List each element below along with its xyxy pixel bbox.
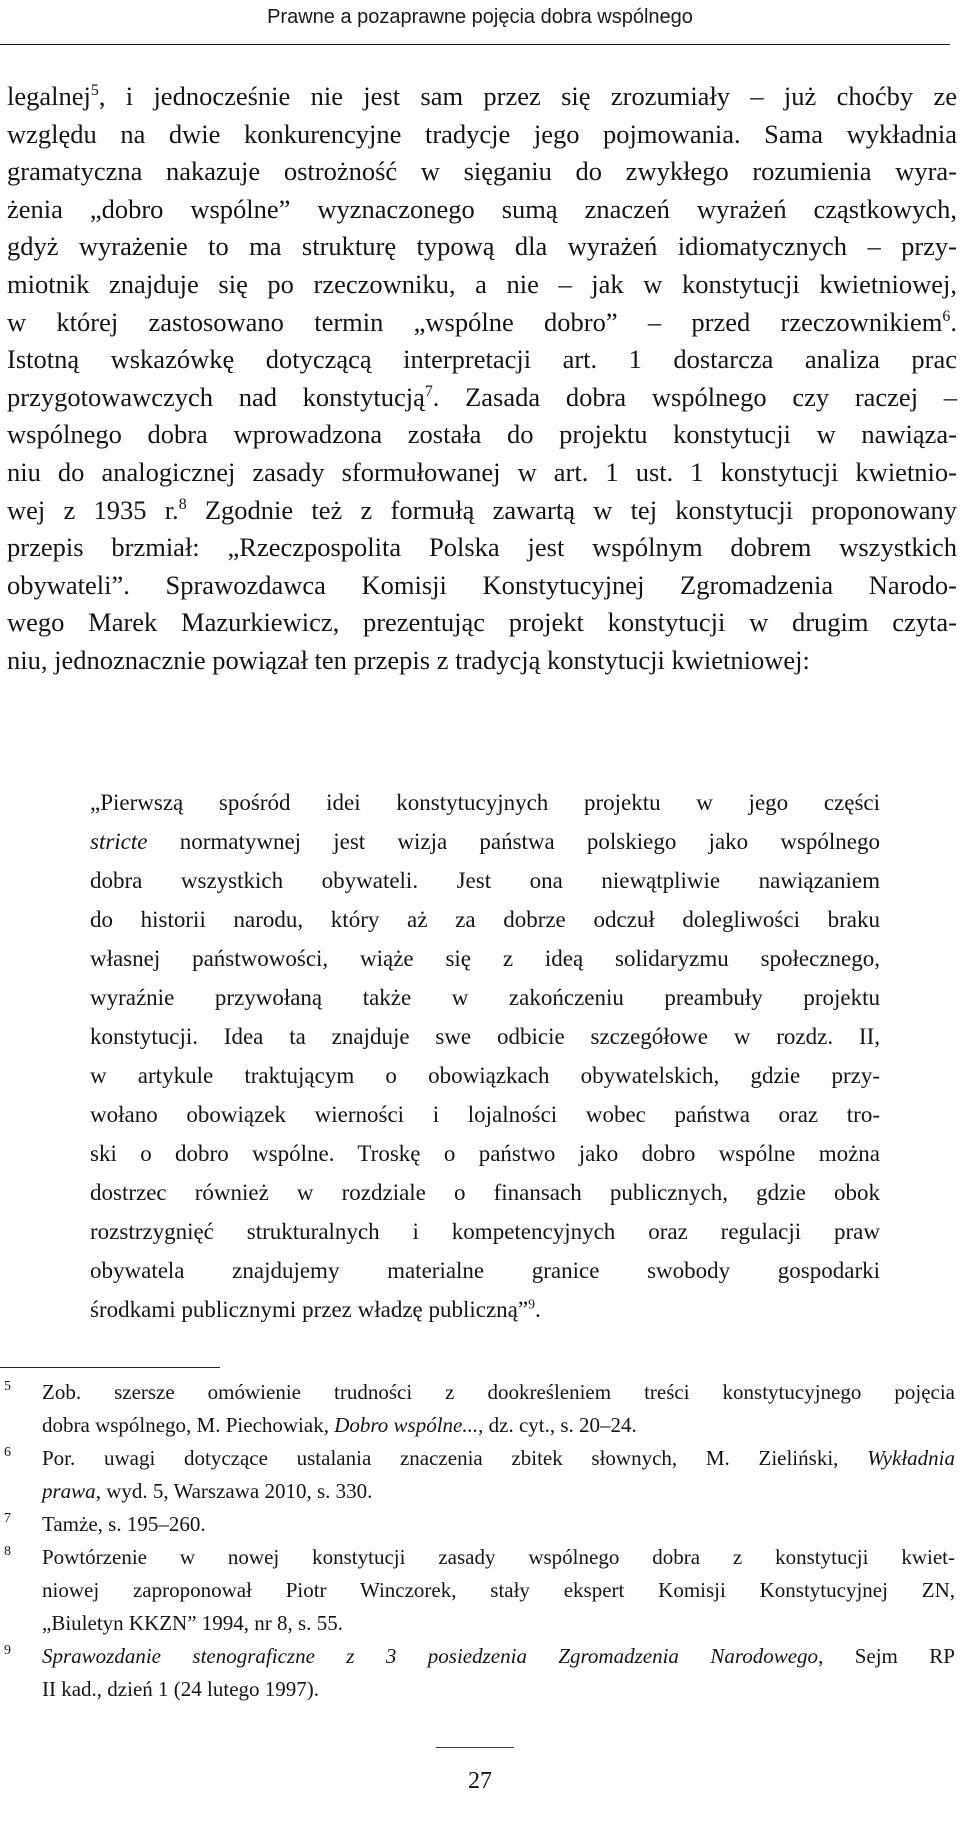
body-line: wspólnego dobra wprowadzona została do projektu konstytucji w nawiąza- [7,419,957,450]
footnote-line: II kad., dzień 1 (24 lutego 1997). [42,1677,320,1701]
body-line: względu na dwie konkurencyjne tradycje jego pojmowania. Sama wykładnia [7,118,957,149]
footnote-number: 9 [4,1643,11,1658]
body-line: niu do analogicznej zasady sformułowanej w art. 1 ust. 1 konstytucji kwietnio- [7,456,957,487]
quote-line: dostrzec również w rozdziale o finansach publicznych, gdzie obok [90,1180,880,1205]
footnote-number: 7 [4,1511,11,1526]
body-line: przepis brzmiał: „Rzeczpospolita Polska jest wspólnym dobrem wszystkich [7,532,957,563]
quote-line: konstytucji. Idea ta znajduje swe odbicie szczegółowe w rozdz. II, [90,1024,880,1049]
footnote-number: 6 [4,1445,11,1460]
body-line: wej z 1935 r.$^8$ Zgodnie też z formułą zawartą w tej konstytucji proponowany [7,494,957,525]
footnote-7 [0,1508,955,1541]
footnote-8 [0,1541,955,1640]
running-header: Prawne a pozaprawne pojęcia dobra wspólnego [267,6,693,28]
quote-line: stricte normatywnej jest wizja państwa polskiego jako wspólnego [90,829,880,854]
body-line: miotnik znajduje się po rzeczowniku, a nie – jak w konstytucji kwietniowej, [7,268,957,299]
body-line: żenia „dobro wspólne” wyznaczonego sumą znaczeń wyrażeń cząstkowych, [7,193,957,224]
footnote-line: Por. uwagi dotyczące ustalania znaczenia zbitek słownych, M. Zieliński, Wykładnia [42,1446,955,1470]
footnote-line: dobra wspólnego, M. Piechowiak, Dobro wspólne..., dz. cyt., s. 20–24. [42,1413,637,1437]
quote-line: dobra wszystkich obywateli. Jest ona niewątpliwie nawiązaniem [90,868,880,893]
footnote-line: Zob. szersze omówienie trudności z dookreśleniem treści konstytucyjnego pojęcia [42,1380,955,1404]
block-quote [90,783,880,1329]
quote-line: do historii narodu, który aż za dobrze odczuł dolegliwości braku [90,907,880,932]
footnote-5 [0,1376,955,1442]
quote-line: wołano obowiązek wierności i lojalności wobec państwa oraz tro- [90,1102,880,1127]
quote-line: rozstrzygnięć strukturalnych i kompetencyjnych oraz regulacji praw [90,1219,880,1244]
body-line: obywateli”. Sprawozdawca Komisji Konstytucyjnej Zgromadzenia Narodo- [7,569,957,600]
body-line: niu, jednoznacznie powiązał ten przepis z tradycją konstytucji kwietniowej: [7,644,810,675]
quote-line: własnej państwowości, wiąże się z ideą solidaryzmu społecznego, [90,946,880,971]
body-line: Istotną wskazówkę dotyczącą interpretacji art. 1 dostarcza analiza prac [7,344,957,375]
body-line: gdyż wyrażenie to ma strukturę typową dla wyrażeń idiomatycznych – przy- [7,231,957,262]
footnote-line: Tamże, s. 195–260. [42,1512,206,1536]
quote-line: wyraźnie przywołaną także w zakończeniu preambuły projektu [90,985,880,1010]
footnote-number: 5 [4,1379,11,1394]
footnote-line: niowej zaproponował Piotr Winczorek, stały ekspert Komisji Konstytucyjnej ZN, [42,1578,955,1602]
footnotes [0,1376,955,1706]
quote-line: obywatela znajdujemy materialne granice swobody gospodarki [90,1258,880,1283]
body-line: legalnej$^5$, i jednocześnie nie jest sam przez się zrozumiały – już choćby ze [7,81,957,111]
page-number: 27 [468,1768,492,1794]
quote-line: ski o dobro wspólne. Troskę o państwo jako dobro wspólne można [90,1141,880,1166]
footnote-6 [0,1442,955,1508]
quote-line: środkami publicznymi przez władzę publiczną”$^9$. [90,1296,541,1322]
body-line: przygotowawczych nad konstytucją$^7$. Zasada dobra wspólnego czy raczej – [7,381,957,412]
body-line: wego Marek Mazurkiewicz, prezentując projekt konstytucji w drugim czyta- [7,607,957,638]
body-line: w której zastosowano termin „wspólne dobro” – przed rzeczownikiem$^6$. [7,306,957,337]
footnote-line: prawa, wyd. 5, Warszawa 2010, s. 330. [42,1479,373,1503]
footnote-rule [0,1367,220,1368]
footnote-number: 8 [4,1544,11,1559]
footnote-line: „Biuletyn KKZN” 1994, nr 8, s. 55. [42,1611,343,1635]
quote-line: „Pierwszą spośród idei konstytucyjnych projektu w jego części [90,790,880,815]
body-line: gramatyczna nakazuje ostrożność w sięganiu do zwykłego rozumienia wyra- [7,156,957,187]
page-number-rule [436,1747,514,1748]
main-paragraph [7,78,957,680]
header-rule [0,44,950,45]
footnote-line: Powtórzenie w nowej konstytucji zasady wspólnego dobra z konstytucji kwiet- [42,1545,955,1569]
footnote-9 [0,1640,955,1706]
quote-line: w artykule traktującym o obowiązkach obywatelskich, gdzie przy- [90,1063,880,1088]
footnote-line: Sprawozdanie stenograficzne z 3 posiedzenia Zgromadzenia Narodowego, Sejm RP [42,1644,955,1668]
